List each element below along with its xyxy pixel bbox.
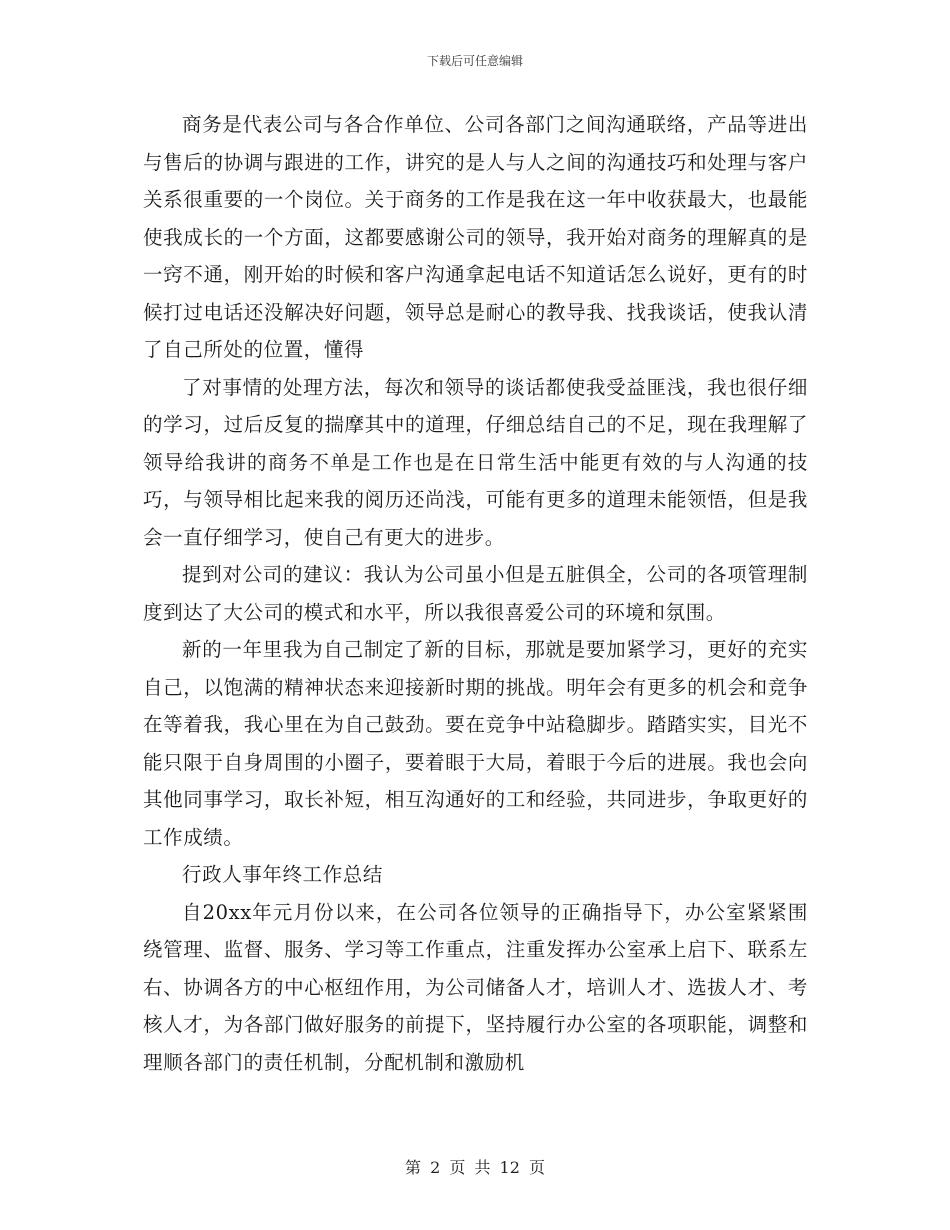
section-title-admin-summary: 行政人事年终工作总结 [182,863,384,886]
document-body [143,106,808,1081]
page-header: 下载后可任意编辑 [426,54,523,68]
paragraph-handling-methods: 了对事情的处理方法，每次和领导的谈话都使我受益匪浅，我也很仔细的学习，过后反复的揣摩其中的道理，仔细总结自己的不足，现在我理解了领导给我讲的商务不单是工作也是在日常生活中能更有效的与人沟通的技巧，与领导相比起来我的阅历还尚浅，可能有更多的道理未能领悟，但是我会一直仔细学习，使自己有更大的进步。 [143,375,808,549]
page-number-footer: 第 2 页 共 12 页 [405,1158,545,1177]
paragraph-new-year-goals: 新的一年里我为自己制定了新的目标，那就是要加紧学习，更好的充实自己，以饱满的精神状态来迎接新时期的挑战。明年会有更多的机会和竞争在等着我，我心里在为自己鼓劲。要在竞争中站稳脚步。踏踏实实，目光不能只限于自身周围的小圈子，要着眼于大局，着眼于今后的进展。我也会向其他同事学习，取长补短，相互沟通好的工和经验，共同进步，争取更好的工作成绩。 [143,638,808,849]
paragraph-admin-office-work: 自20xx年元月份以来，在公司各位领导的正确指导下，办公室紧紧围绕管理、监督、服务、学习等工作重点，注重发挥办公室承上启下、联系左右、协调各方的中心枢纽作用，为公司储备人才，培训人才、选拔人才、考核人才，为各部门做好服务的前提下，坚持履行办公室的各项职能，调整和理顺各部门的责任机制，分配机制和激励机 [143,900,808,1074]
paragraph-company-suggestions: 提到对公司的建议：我认为公司虽小但是五脏俱全，公司的各项管理制度到达了大公司的模式和水平，所以我很喜爱公司的环境和氛围。 [143,563,808,624]
paragraph-business-role: 商务是代表公司与各合作单位、公司各部门之间沟通联络，产品等进出与售后的协调与跟进的工作，讲究的是人与人之间的沟通技巧和处理与客户关系很重要的一个岗位。关于商务的工作是我在这一年中收获最大，也最能使我成长的一个方面，这都要感谢公司的领导，我开始对商务的理解真的是一窍不通，刚开始的时候和客户沟通拿起电话不知道话怎么说好，更有的时候打过电话还没解决好问题，领导总是耐心的教导我、找我谈话，使我认清了自己所处的位置，懂得 [143,113,808,361]
